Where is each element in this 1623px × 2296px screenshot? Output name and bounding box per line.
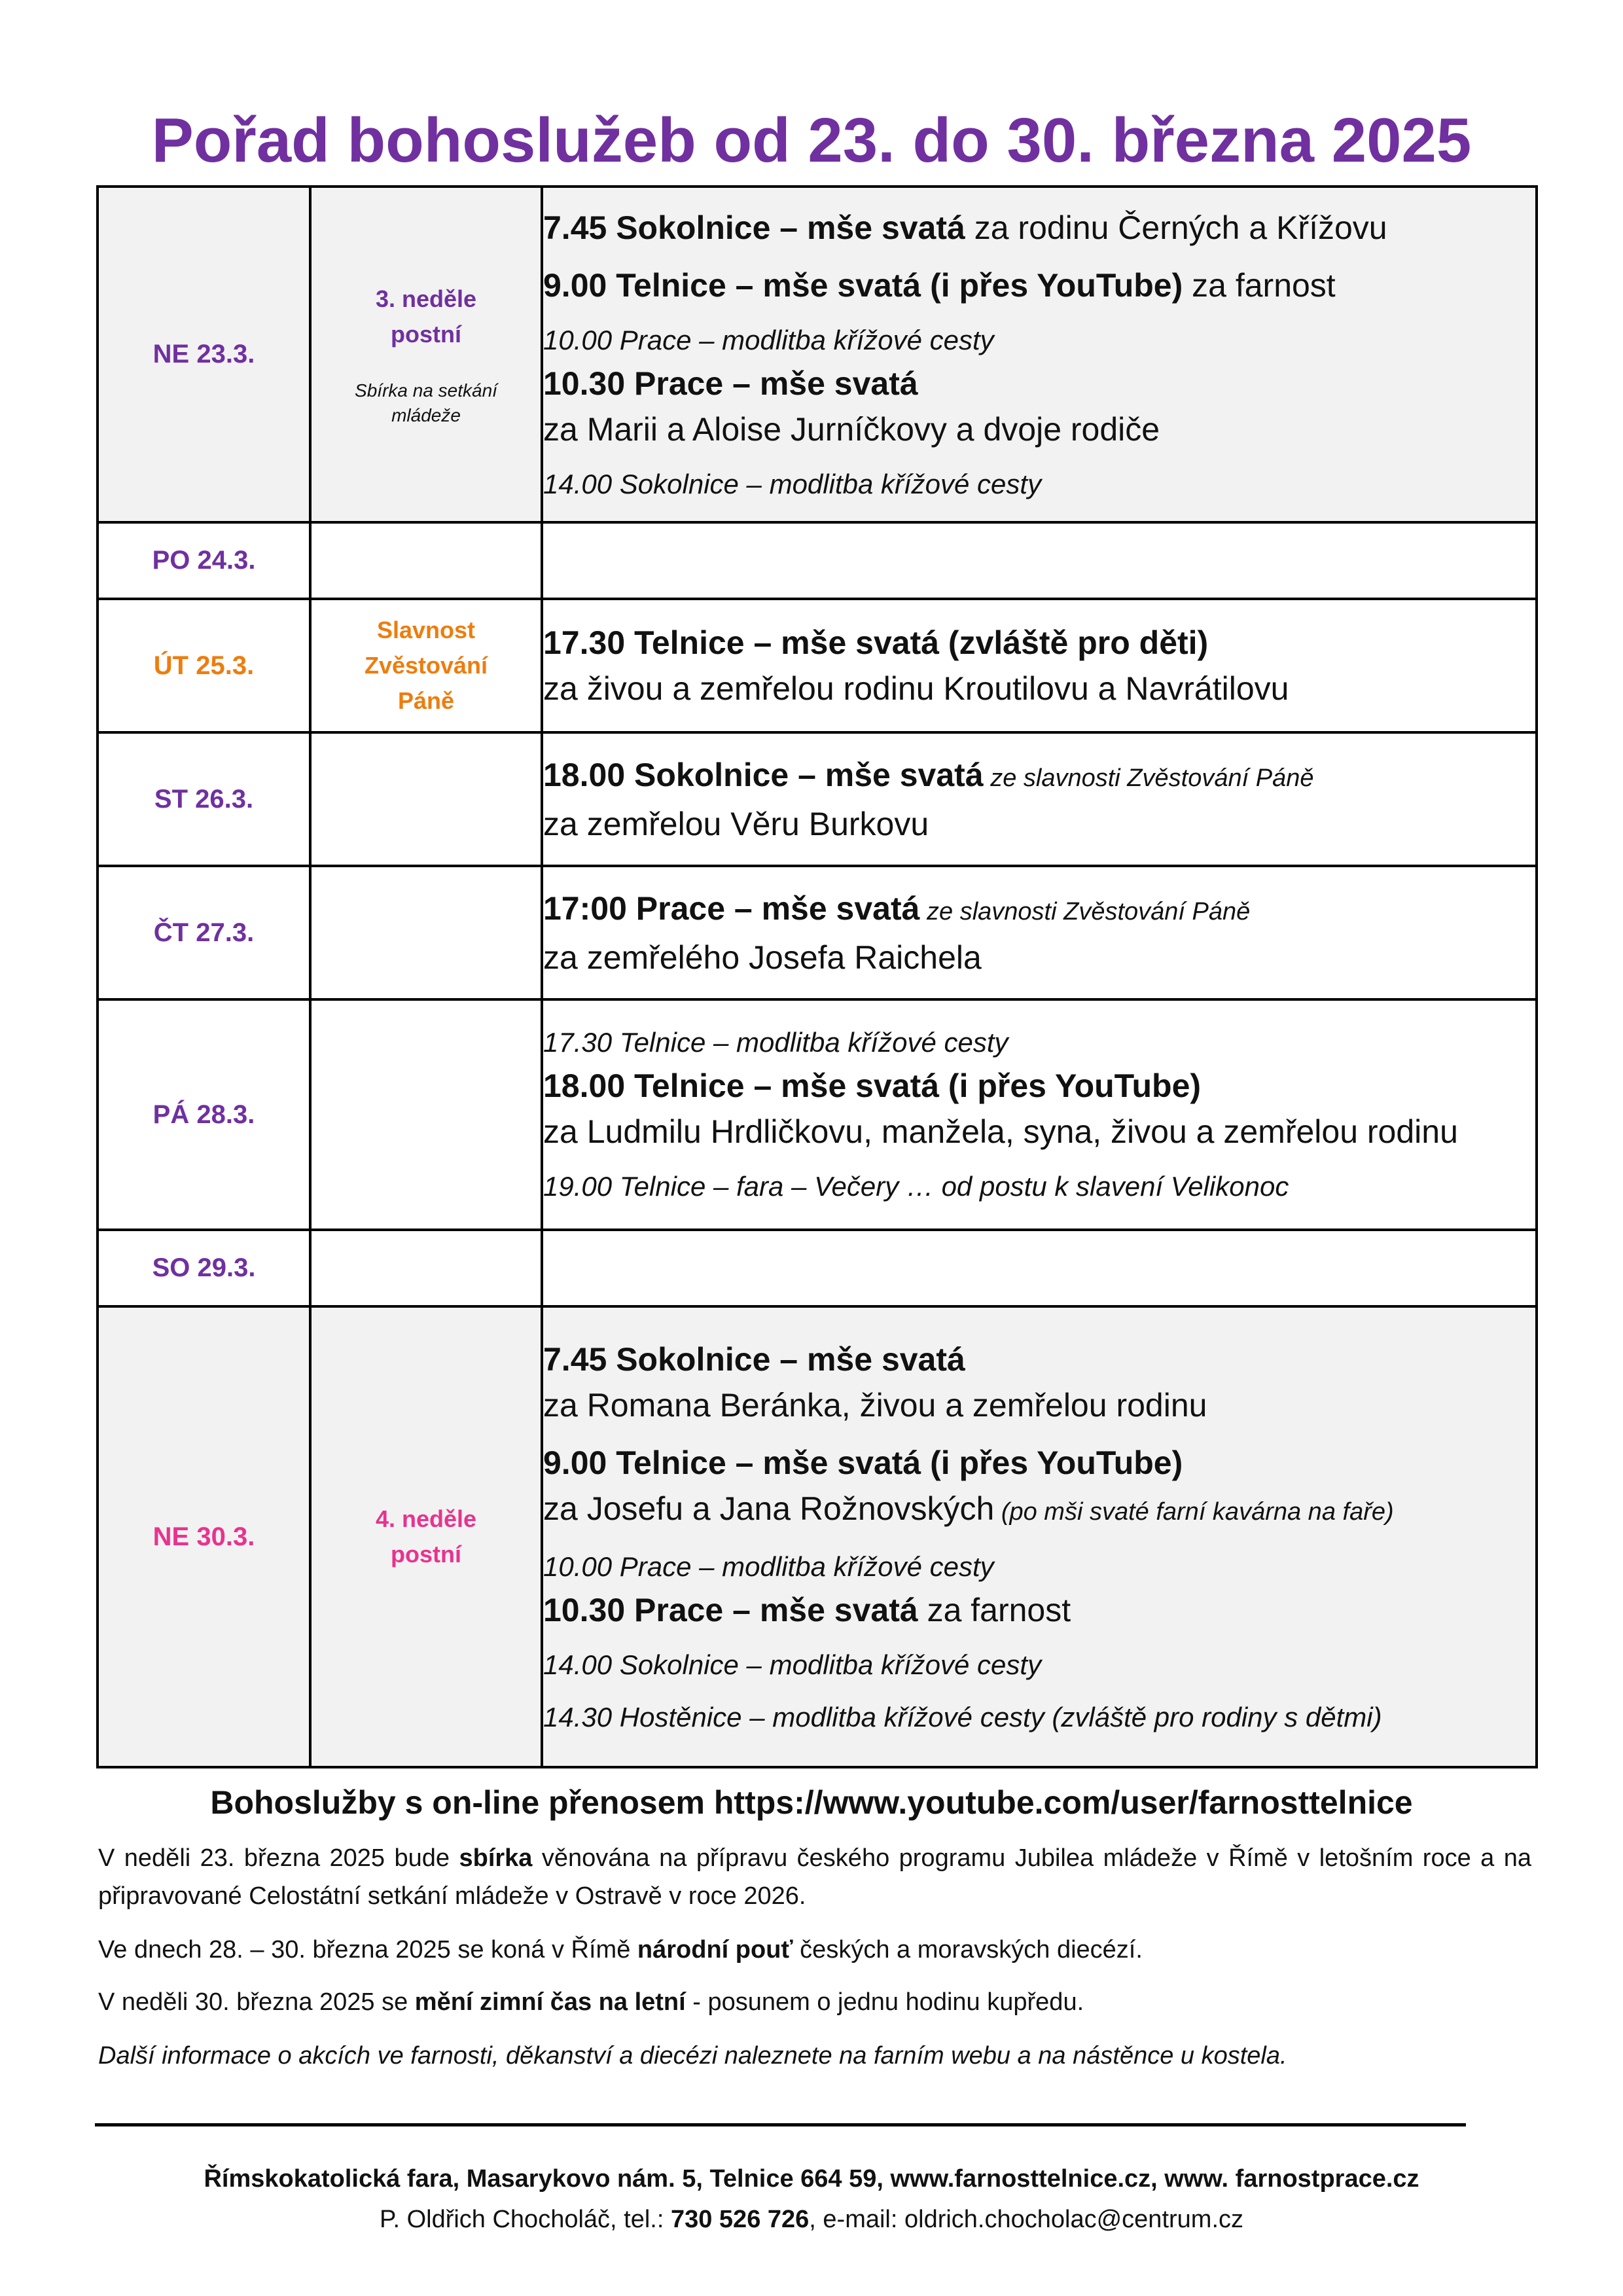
service-line: 18.00 Sokolnice – mše svatá ze slavnosti Zvěstování Páně bbox=[543, 756, 1314, 793]
table-row bbox=[98, 522, 1537, 599]
feast-cell: 4. neděle postní bbox=[310, 1306, 542, 1767]
feast-cell bbox=[310, 187, 542, 522]
service-line: 14.30 Hostěnice – modlitba křížové cesty (zvláště pro rodiny s dětmi) bbox=[543, 1701, 1382, 1732]
info-paragraph: V neděli 30. března 2025 se mění zimní čas na letní - posunem o jednu hodinu kupředu. bbox=[98, 1988, 1084, 2016]
day-cell: ÚT 25.3. bbox=[98, 599, 310, 732]
services-cell bbox=[542, 999, 1537, 1230]
service-line: za Josefu a Jana Rožnovských (po mši svaté farní kavárna na faře) bbox=[543, 1490, 1394, 1527]
table-row bbox=[98, 187, 1537, 522]
service-line: 9.00 Telnice – mše svatá (i přes YouTube) bbox=[543, 1444, 1183, 1481]
service-line: 17.30 Telnice – modlitba křížové cesty bbox=[543, 1027, 1008, 1058]
service-line: za Romana Beránka, živou a zemřelou rodinu bbox=[543, 1386, 1207, 1424]
table-row bbox=[98, 732, 1537, 866]
feast-label: 3. neděle postní bbox=[375, 285, 477, 348]
service-line: za zemřelého Josefa Raichela bbox=[543, 939, 982, 976]
services-cell bbox=[542, 866, 1537, 999]
day-cell: PÁ 28.3. bbox=[98, 999, 310, 1230]
footer-contact: P. Oldřich Chocholáč, tel.: 730 526 726, e-mail: oldrich.chocholac@centrum.cz bbox=[380, 2206, 1243, 2233]
services-cell bbox=[542, 522, 1537, 599]
feast-cell bbox=[310, 732, 542, 866]
info-paragraph: Ve dnech 28. – 30. března 2025 se koná v Římě národní pouť českých a moravských diecézí. bbox=[98, 1936, 1143, 1964]
footer-address: Římskokatolická fara, Masarykovo nám. 5, Telnice 664 59, www.farnosttelnice.cz, www. farnostprace.cz bbox=[204, 2165, 1419, 2193]
feast-cell: Slavnost Zvěstování Páně bbox=[310, 599, 542, 732]
service-line: 7.45 Sokolnice – mše svatá za rodinu Černých a Křížovu bbox=[543, 209, 1387, 246]
service-line: za Marii a Aloise Jurníčkovy a dvoje rodiče bbox=[543, 410, 1160, 448]
service-line: 18.00 Telnice – mše svatá (i přes YouTube) bbox=[543, 1067, 1202, 1104]
service-line: 17.30 Telnice – mše svatá (zvláště pro děti) bbox=[543, 624, 1209, 661]
table-row bbox=[98, 1306, 1537, 1767]
service-line: za Ludmilu Hrdličkovu, manžela, syna, živou a zemřelou rodinu bbox=[543, 1113, 1458, 1150]
services-cell bbox=[542, 187, 1537, 522]
table-row bbox=[98, 1230, 1537, 1306]
feast-cell bbox=[310, 999, 542, 1230]
feast-cell bbox=[310, 866, 542, 999]
services-cell bbox=[542, 1306, 1537, 1767]
divider bbox=[95, 2123, 1466, 2126]
online-broadcast-note: Bohoslužby s on-line přenosem https://www.youtube.com/user/farnosttelnice bbox=[210, 1784, 1413, 1821]
services-cell bbox=[542, 732, 1537, 866]
day-cell: ST 26.3. bbox=[98, 732, 310, 866]
day-cell: NE 23.3. bbox=[98, 187, 310, 522]
service-line: 17:00 Prace – mše svatá ze slavnosti Zvěstování Páně bbox=[543, 889, 1251, 927]
table-row bbox=[98, 599, 1537, 732]
service-line: 10.00 Prace – modlitba křížové cesty bbox=[543, 324, 994, 355]
service-line: 7.45 Sokolnice – mše svatá bbox=[543, 1340, 965, 1378]
day-cell: PO 24.3. bbox=[98, 522, 310, 599]
service-line: za živou a zemřelou rodinu Kroutilovu a Navrátilovu bbox=[543, 670, 1289, 707]
day-cell: SO 29.3. bbox=[98, 1230, 310, 1306]
feast-cell bbox=[310, 522, 542, 599]
day-cell: ČT 27.3. bbox=[98, 866, 310, 999]
table-row bbox=[98, 999, 1537, 1230]
day-cell: NE 30.3. bbox=[98, 1306, 310, 1767]
services-cell bbox=[542, 599, 1537, 732]
info-paragraph: V neděli 23. března 2025 bude sbírka věnována na přípravu českého programu Jubilea mládeže v Římě v letošním roce a na připravované Celostátní setkání mládeže v Ostravě v roce 2026. bbox=[98, 1844, 1531, 1910]
service-line: 19.00 Telnice – fara – Večery … od postu k slavení Velikonoc bbox=[543, 1171, 1289, 1202]
services-cell bbox=[542, 1230, 1537, 1306]
service-line: 9.00 Telnice – mše svatá (i přes YouTube) za farnost bbox=[543, 266, 1336, 304]
schedule-table bbox=[96, 185, 1538, 1768]
feast-cell bbox=[310, 1230, 542, 1306]
service-line: 10.00 Prace – modlitba křížové cesty bbox=[543, 1551, 994, 1582]
service-line: 10.30 Prace – mše svatá za farnost bbox=[543, 1591, 1071, 1628]
service-line: 10.30 Prace – mše svatá bbox=[543, 365, 918, 402]
service-line: za zemřelou Věru Burkovu bbox=[543, 805, 929, 842]
collection-note: Sbírka na setkání mládeže bbox=[355, 380, 497, 425]
info-paragraph: Další informace o akcích ve farnosti, děkanství a diecézi naleznete na farním webu a na nástěnce u kostela. bbox=[98, 2042, 1287, 2070]
service-line: 14.00 Sokolnice – modlitba křížové cesty bbox=[543, 1649, 1042, 1680]
table-row bbox=[98, 866, 1537, 999]
page-title: Pořad bohoslužeb od 23. do 30. března 2025 bbox=[151, 105, 1472, 175]
service-line: 14.00 Sokolnice – modlitba křížové cesty bbox=[543, 468, 1042, 499]
